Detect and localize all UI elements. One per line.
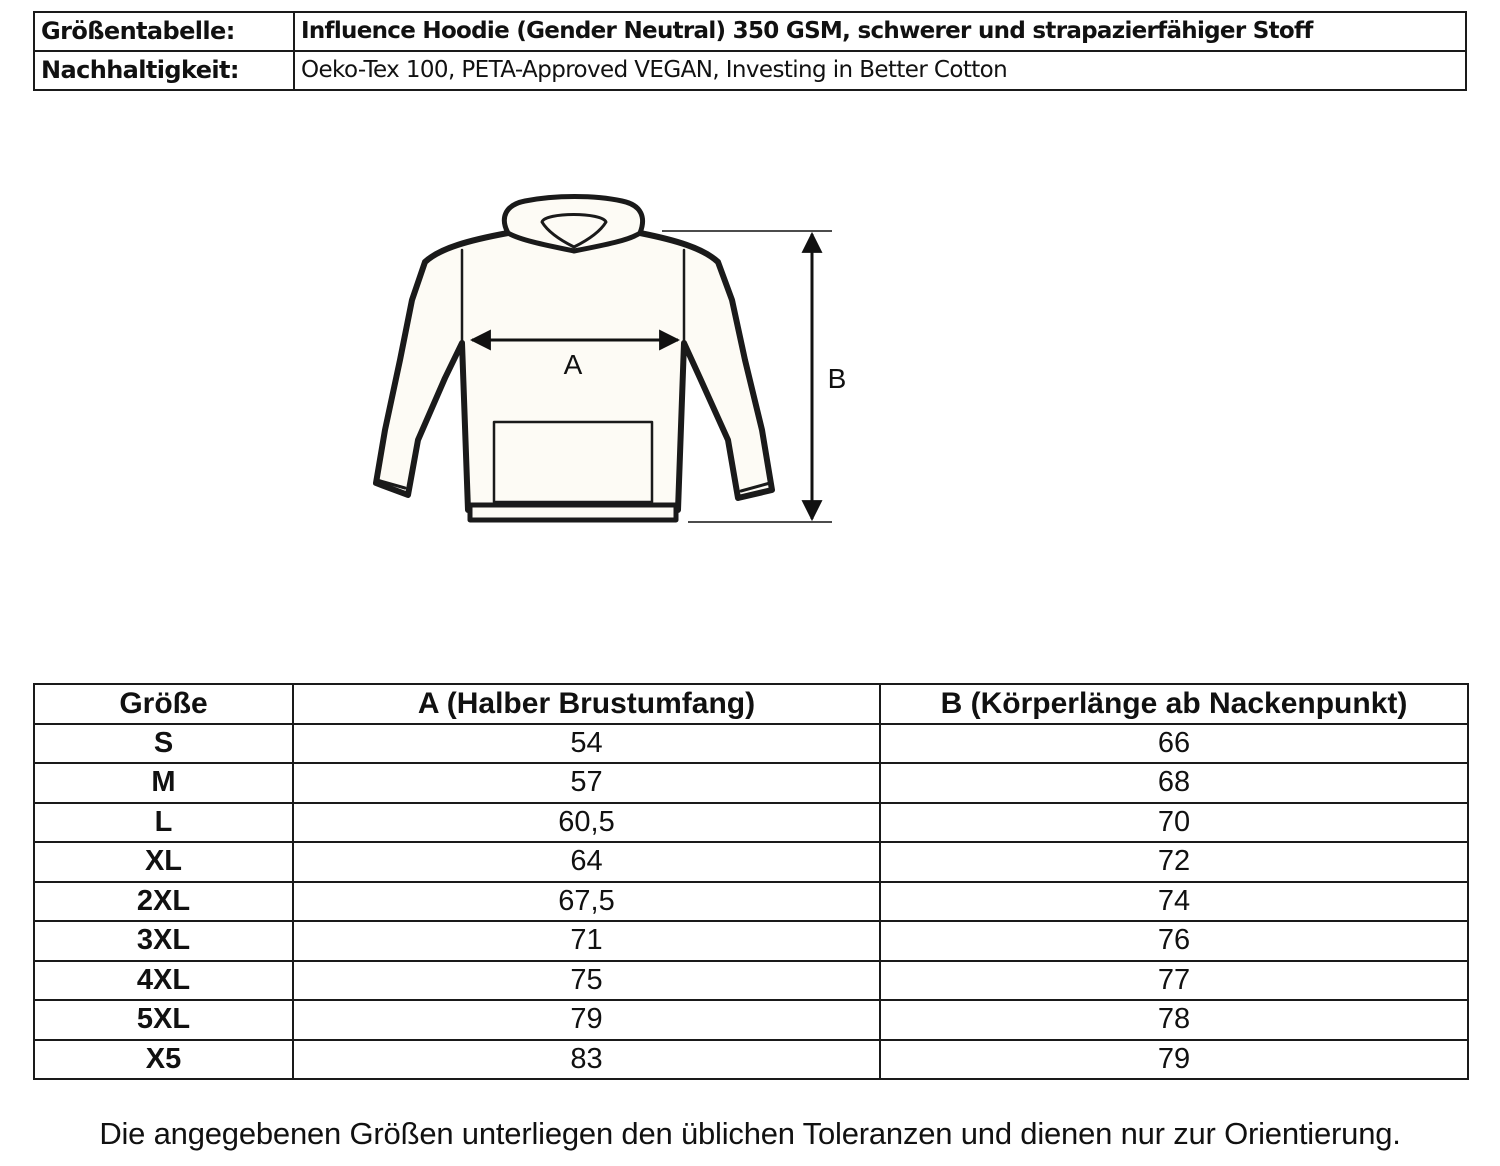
info-value: Influence Hoodie (Gender Neutral) 350 GSM, schwerer und strapazierfähiger Stoff: [294, 12, 1466, 51]
a-cell: 79: [293, 1000, 880, 1040]
size-table: [33, 683, 1469, 1080]
b-cell: 74: [880, 882, 1468, 922]
info-label: Nachhaltigkeit:: [34, 51, 294, 90]
measure-a-label: A: [563, 349, 583, 380]
table-row: [34, 882, 1468, 922]
table-row: [34, 961, 1468, 1001]
size-cell: 2XL: [34, 882, 293, 922]
b-cell: 79: [880, 1040, 1468, 1080]
b-cell: 78: [880, 1000, 1468, 1040]
tolerance-footnote: Die angegebenen Größen unterliegen den üblichen Toleranzen und dienen nur zur Orientierung.: [99, 1116, 1401, 1151]
b-cell: 68: [880, 763, 1468, 803]
size-table-header-row: [34, 684, 1468, 724]
a-cell: 54: [293, 724, 880, 764]
hoodie-measurement-diagram: [360, 190, 860, 535]
table-row: [34, 1040, 1468, 1080]
a-cell: 60,5: [293, 803, 880, 843]
size-cell: XL: [34, 842, 293, 882]
measure-b-label: B: [827, 363, 847, 394]
header-b: B (Körperlänge ab Nackenpunkt): [880, 684, 1468, 724]
size-cell: X5: [34, 1040, 293, 1080]
b-cell: 72: [880, 842, 1468, 882]
table-row: [34, 763, 1468, 803]
product-info-table: [33, 11, 1467, 91]
table-row: [34, 842, 1468, 882]
table-row: [34, 1000, 1468, 1040]
header-a: A (Halber Brustumfang): [293, 684, 880, 724]
b-cell: 77: [880, 961, 1468, 1001]
info-row-sustainability: [34, 51, 1466, 90]
info-label: Größentabelle:: [34, 12, 294, 51]
b-cell: 76: [880, 921, 1468, 961]
size-cell: 4XL: [34, 961, 293, 1001]
table-row: [34, 921, 1468, 961]
size-cell: M: [34, 763, 293, 803]
a-cell: 71: [293, 921, 880, 961]
b-cell: 70: [880, 803, 1468, 843]
size-cell: 3XL: [34, 921, 293, 961]
b-cell: 66: [880, 724, 1468, 764]
a-cell: 57: [293, 763, 880, 803]
table-row: [34, 724, 1468, 764]
size-cell: S: [34, 724, 293, 764]
info-row-size-chart: [34, 12, 1466, 51]
a-cell: 67,5: [293, 882, 880, 922]
size-cell: 5XL: [34, 1000, 293, 1040]
size-cell: L: [34, 803, 293, 843]
header-size: Größe: [34, 684, 293, 724]
a-cell: 75: [293, 961, 880, 1001]
table-row: [34, 803, 1468, 843]
a-cell: 64: [293, 842, 880, 882]
a-cell: 83: [293, 1040, 880, 1080]
info-value: Oeko-Tex 100, PETA-Approved VEGAN, Investing in Better Cotton: [294, 51, 1466, 90]
